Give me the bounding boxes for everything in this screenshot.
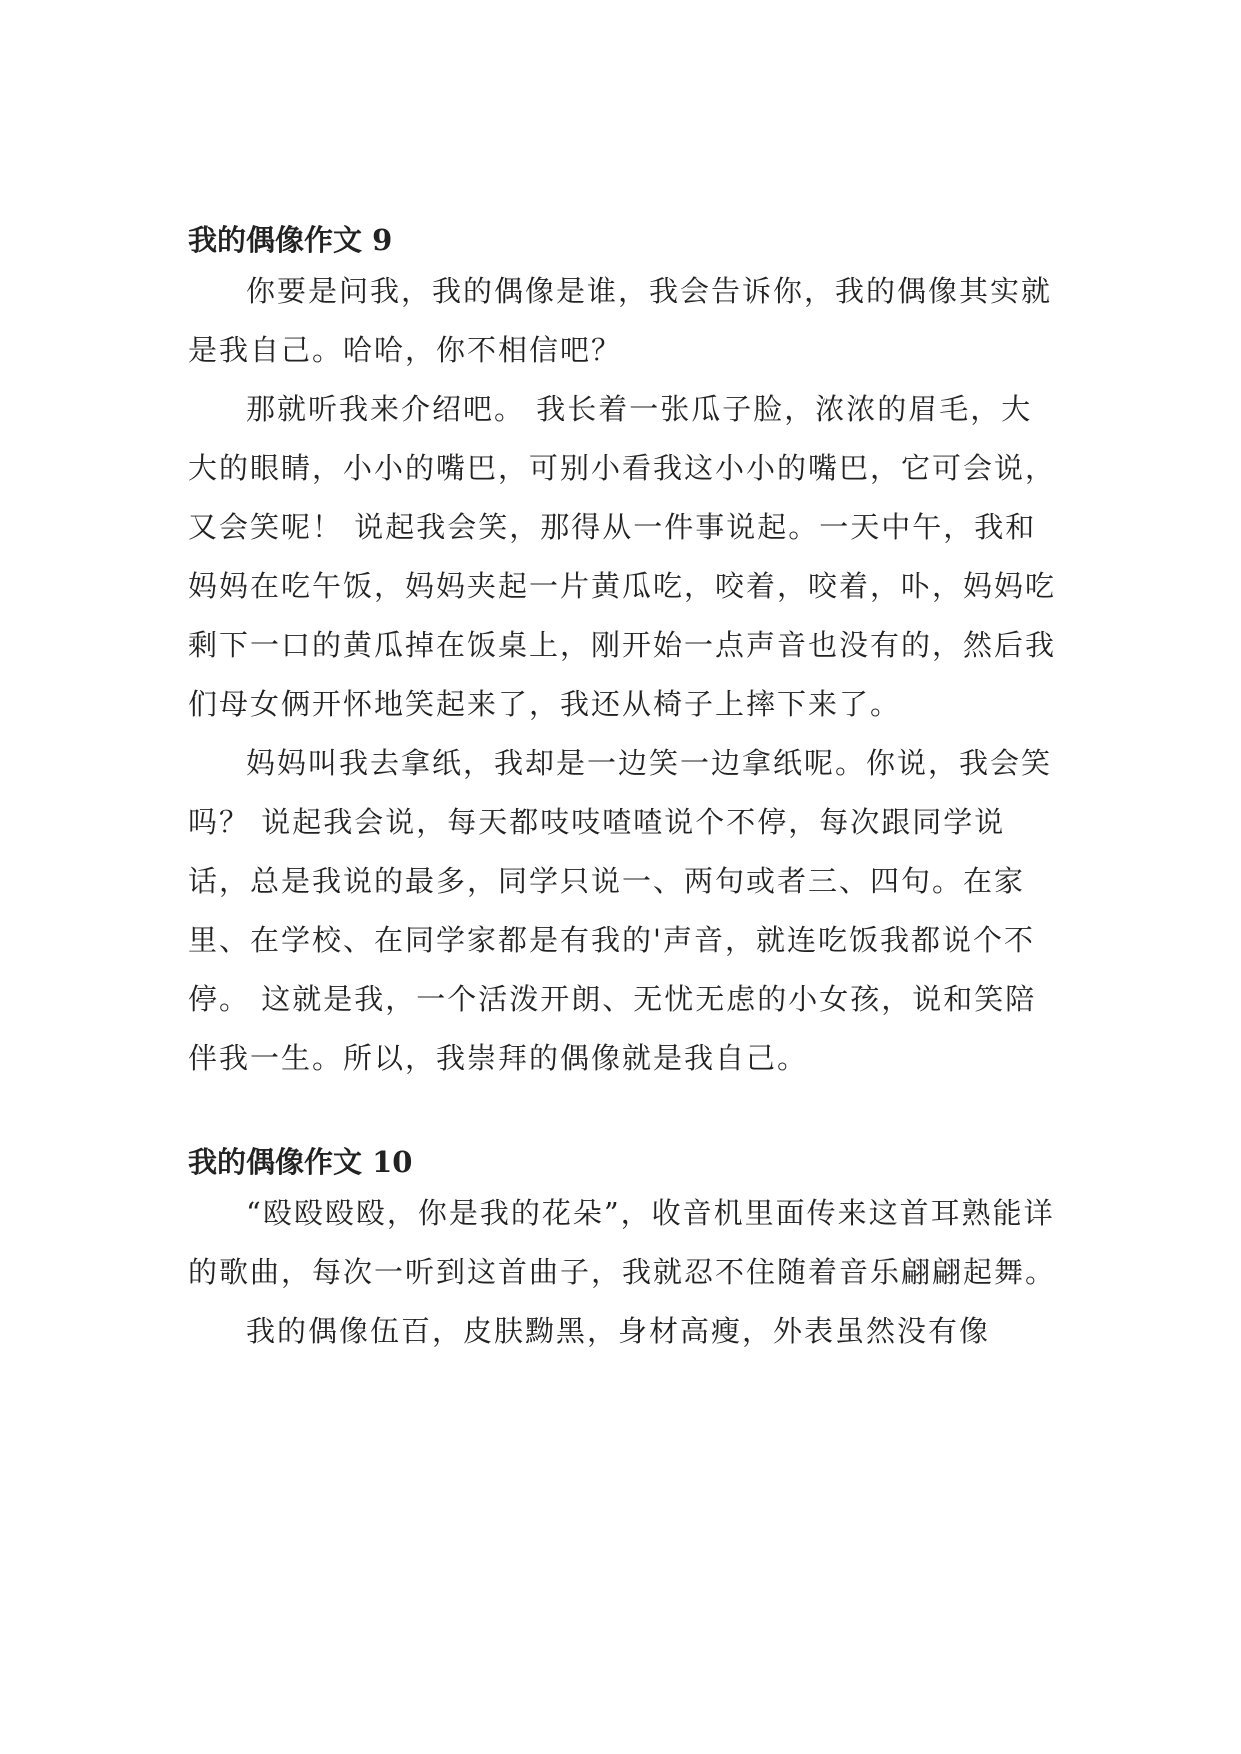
- document-body: [188, 218, 1060, 1361]
- essay-9-title: 我的偶像作文 9: [188, 223, 393, 257]
- essay-10-title: 我的偶像作文 10: [188, 1145, 413, 1179]
- essay-10-paragraph-2: 我的偶像伍百，皮肤黝黑，身材高瘦，外表虽然没有像: [246, 1314, 991, 1348]
- essay-10-paragraph-1: “殴殴殴殴，你是我的花朵”，收音机里面传来这首耳熟能详的歌曲，每次一听到这首曲子，我就忍不住随着音乐翩翩起舞。: [188, 1196, 1057, 1289]
- essay-9-paragraph-2: 那就听我来介绍吧。 我长着一张瓜子脸，浓浓的眉毛，大大的眼睛，小小的嘴巴，可别小看我这小小的嘴巴，它可会说，又会笑呢！ 说起我会笑，那得从一件事说起。一天中午，我和妈妈在吃午饭，妈妈夹起一片黄瓜吃，咬着，咬着，卟，妈妈吃剩下一口的黄瓜掉在饭桌上，刚开始一点声音也没有的，然后我们母女俩开怀地笑起来了，我还从椅子上摔下来了。: [188, 392, 1057, 721]
- essay-9-paragraph-3: 妈妈叫我去拿纸，我却是一边笑一边拿纸呢。你说，我会笑吗？ 说起我会说，每天都吱吱喳喳说个不停，每次跟同学说话，总是我说的最多，同学只说一、两句或者三、四句。在家里、在学校、在同学家都是有我的'声音，就连吃饭我都说个不停。 这就是我，一个活泼开朗、无忧无虑的小女孩，说和笑陪伴我一生。所以，我崇拜的偶像就是我自己。: [188, 746, 1053, 1075]
- section-spacer: [188, 1088, 1060, 1140]
- essay-9-paragraph-1: 你要是问我，我的偶像是谁，我会告诉你，我的偶像其实就是我自己。哈哈，你不相信吧？: [188, 274, 1053, 367]
